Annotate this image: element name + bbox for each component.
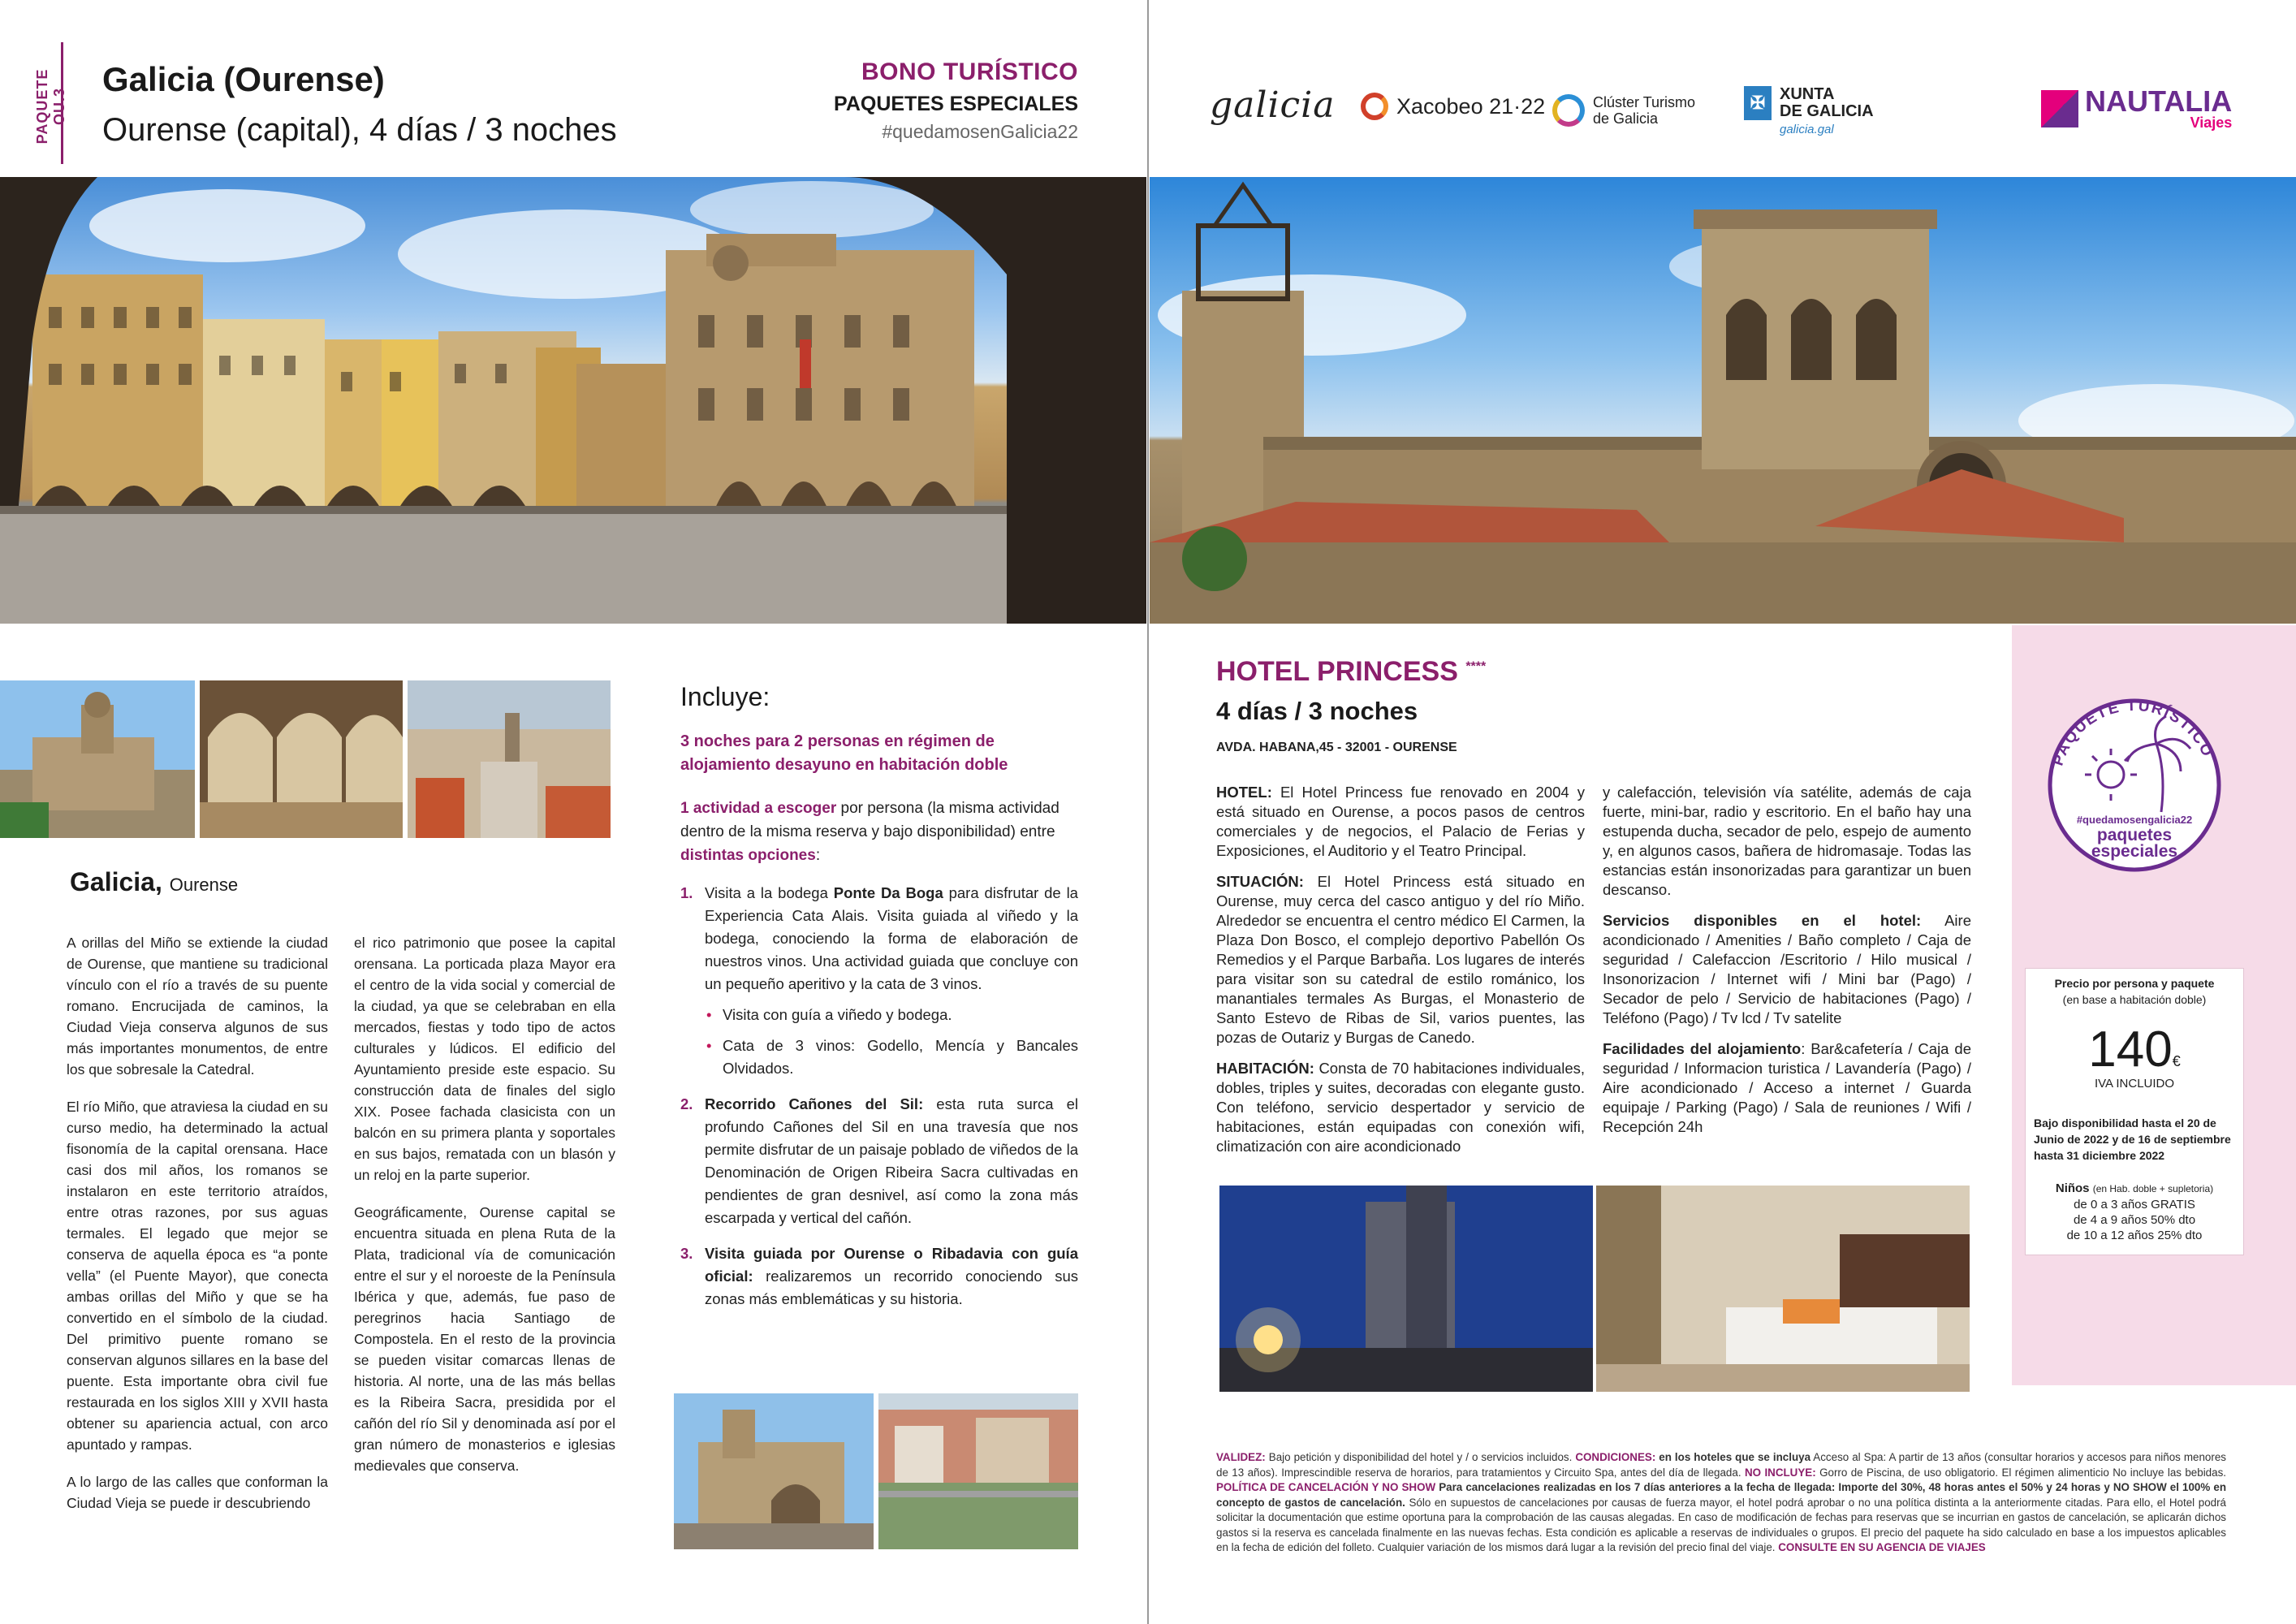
- intro-bold-2: distintas opciones: [680, 847, 816, 864]
- nautalia-mark-icon: [2041, 90, 2078, 127]
- intro-bold: 1 actividad a escoger: [680, 800, 837, 817]
- activity-option-2: [680, 1093, 1078, 1229]
- facilidades-paragraph: [1603, 1039, 1971, 1137]
- kids-line: de 0 a 3 años GRATIS: [2074, 1198, 2195, 1212]
- situacion-paragraph: [1216, 872, 1585, 1047]
- kids-pricing: [2025, 1181, 2244, 1243]
- bono-subtitle: PAQUETES ESPECIALES: [834, 93, 1078, 115]
- page-title: Galicia (Ourense): [102, 60, 385, 98]
- price-basis: (en base a habitación doble): [2062, 993, 2207, 1006]
- option-number: 2.: [680, 1095, 693, 1112]
- rooftops-thumb-photo: [408, 680, 611, 838]
- hotel-exterior-photo: [1219, 1186, 1593, 1392]
- xunta-shield-icon: ✠: [1744, 86, 1772, 120]
- hotel-stars: ****: [1465, 659, 1487, 674]
- terms-footnote: [1216, 1450, 2226, 1556]
- cluster-line-2: de Galicia: [1593, 110, 1659, 127]
- cluster-line-1: Clúster Turismo: [1593, 94, 1696, 110]
- seal-line-1: paquetes: [2096, 826, 2173, 844]
- xacobeo-logo: [1361, 93, 1545, 120]
- paragraph: el rico patrimonio que posee la capital orensana. La porticada plaza Mayor era el centro de la vida social y comercial de la ciudad, ya que se celebraban en ella mercados, fiestas y todo tipo de actos culturales y lúdicos. El edificio del Ayuntamiento preside este espacio. Su construcción data de finales del siglo XIX. Posee fachada clasicista con un balcón en su primera planta y soportales en sus bajos, rematada con un blasón y un reloj en la parte superior.: [354, 935, 615, 1183]
- label: HOTEL:: [1216, 784, 1272, 801]
- activity-options: [680, 882, 1078, 1311]
- activity-option-3: [680, 1242, 1078, 1311]
- plaza-mayor-photo: [0, 177, 1146, 624]
- page-divider: [1147, 0, 1149, 1624]
- availability-note: Bajo disponibilidad hasta el 20 de Junio de 2022 y de 16 de septiembre hasta 31 diciembre 2022: [2034, 1116, 2231, 1162]
- xunta-url: galicia.gal: [1780, 123, 1834, 136]
- text: El Hotel Princess está situado en Ourense, muy cerca del casco antiguo y del río Miño. Alrededor se encuentra el centro médico El Carmen, la Plaza Don Bosco, el complejo deportivo Pabellón Os Remedios y el Parque Barbaña. Los lugares de interés para visitar son su catedral de estilo románico, los manantiales termales As Burgas, el Monasterio de Santo Estevo de Ribas de Sil, varios puentes, las pozas de Outariz y Burgas de Canedo.: [1216, 873, 1585, 1046]
- politica-label: POLÍTICA DE CANCELACIÓN Y NO SHOW: [1216, 1481, 1436, 1493]
- kids-title: Niños: [2055, 1181, 2090, 1195]
- seal-arc-text: PAQUETE TURÍSTICO: [2049, 697, 2216, 768]
- incluye-intro: [680, 797, 1078, 867]
- politica-text: Sólo en supuestos de cancelaciones por causas de fuerza mayor, el hotel podrá aprobar o no una política distinta a la anteriormente citadas. Para ello, el Hotel podrá solicitar la documentación que estime oportuna para la comprobación de las causas alegadas. En caso de modificación de fechas para reservas que se incurrian en gastos de cancelación, se aplicarán dichos gastos si la reserva es cancelada finalmente en las nuevas fechas. Esta condición es aplicable a reservas de individuales o grupos. El precio del paquete ha sido calculado en base a los impuestos aplicables en la fecha de edición del folleto. Cualquier variación de los mismos dará lugar a la revisión del precio final del viaje.: [1216, 1496, 2226, 1553]
- intro-end: :: [815, 847, 821, 864]
- consulte-agencia: CONSULTE EN SU AGENCIA DE VIAJES: [1778, 1541, 1986, 1553]
- hotel-name-text: HOTEL PRINCESS: [1216, 656, 1458, 687]
- bullet-item: • Visita con guía a viñedo y bodega.: [705, 1004, 1078, 1026]
- hotel-room-photo: [1596, 1186, 1970, 1392]
- xacobeo-text: Xacobeo 21·22: [1396, 93, 1546, 119]
- church-thumb-photo: [674, 1393, 874, 1549]
- cathedral-illustration: [1150, 177, 2296, 624]
- hotel-address: AVDA. HABANA,45 - 32001 - OURENSE: [1216, 741, 1457, 754]
- seal-line-2: especiales: [2091, 842, 2178, 861]
- label: HABITACIÓN:: [1216, 1060, 1314, 1077]
- activity-option-1: [680, 882, 1078, 1080]
- galicia-logo: galicia: [1210, 84, 1336, 126]
- xacobeo-icon: [1361, 93, 1388, 120]
- paragraph: A orillas del Miño se extiende la ciudad de Ourense, que mantiene su tradicional vínculo con el río a través de su puente romano. Encrucijada de caminos, la Ciudad Vieja conserva algunos de sus más importantes monumentos, de entre los que sobresale la Catedral.: [67, 935, 328, 1078]
- kids-note: (en Hab. doble + supletoria): [2092, 1183, 2214, 1194]
- text: Aire acondicionado / Amenities / Baño completo / Caja de seguridad / Calefaccion /Escritorio / Hilo musical / Insonorizacion / Internet wifi / Mini bar (Pago) / Secador de pelo / Servicio de habitaciones (Pago) / Teléfono (Pago) / Tv lcd / Tv satelite: [1603, 912, 1971, 1026]
- room-continued-paragraph: y calefacción, televisión vía satélite, además de caja fuerte, mini-bar, radio y escritorio. En el baño hay una estupenda ducha, secador de pelo, espejo de aumento y, en algunos casos, bañera de hidromasaje. Todas las estancias están insonorizadas para garantizar un buen descanso.: [1603, 784, 1971, 898]
- nautalia-logo: [2041, 84, 2233, 131]
- hotel-duration: 4 días / 3 noches: [1216, 697, 1418, 725]
- hotel-text-column-2: [1603, 783, 1971, 1148]
- option-bold: Ponte Da Boga: [833, 884, 943, 901]
- paquete-turistico-seal: [2039, 690, 2229, 880]
- cloister-thumb-photo: [200, 680, 403, 838]
- nautalia-sub: Viajes: [2190, 114, 2233, 131]
- page-subtitle: Ourense (capital), 4 días / 3 noches: [102, 112, 617, 148]
- price-value: 140: [2088, 1021, 2173, 1078]
- incluye-title: Incluye:: [680, 682, 770, 711]
- paragraph: A lo largo de las calles que conforman la Ciudad Vieja se puede ir descubriendo: [67, 1474, 328, 1511]
- galicia-heading-main: Galicia,: [70, 867, 162, 896]
- bono-turistico-block: [737, 58, 1078, 143]
- option-bold: Visita guiada por Ourense o Ribadavia con guía oficial:: [705, 1245, 1078, 1285]
- label: SITUACIÓN:: [1216, 873, 1304, 890]
- text: Consta de 70 habitaciones individuales, dobles, triples y suites, decoradas con elegante gusto. Con teléfono, servicio despertador y servicio de habitaciones, están equipadas con conexión wifi, climatización con aire acondicionado: [1216, 1060, 1585, 1155]
- option-number: 3.: [680, 1245, 693, 1262]
- condiciones-label: CONDICIONES:: [1575, 1451, 1656, 1463]
- option-bullets: [705, 1004, 1078, 1080]
- kids-line: de 4 a 9 años 50% dto: [2073, 1213, 2196, 1227]
- label: Facilidades del alojamiento: [1603, 1040, 1802, 1057]
- bono-hashtag: #quedamosenGalicia22: [882, 121, 1078, 142]
- price-currency: €: [2172, 1053, 2181, 1069]
- text: El Hotel Princess fue renovado en 2004 y está situado en Ourense, a pocos pasos de centros comerciales y de negocios, el Palacio de Ferias y Exposiciones, el Auditorio y el Teatro Principal.: [1216, 784, 1585, 859]
- burgas-thumb-photo: [878, 1393, 1078, 1549]
- servicios-paragraph: [1603, 911, 1971, 1028]
- galicia-heading: [70, 867, 238, 897]
- package-code-tag: [34, 42, 67, 164]
- option-text-b: realizaremos un recorrido conociendo sus zonas más emblemáticas y su historia.: [705, 1268, 1078, 1307]
- text: : Bar&cafetería / Caja de seguridad / Informacion turistica / Lavandería (Pago) / Aire acondicionado / Acceso a internet / Guarda equipaje / Parking (Pago) / Sala de reuniones / Wifi / Recepción 24h: [1603, 1040, 1971, 1135]
- xunta-line-2: DE GALICIA: [1780, 102, 1874, 120]
- price-label: Precio por persona y paquete: [2054, 977, 2215, 990]
- package-code: PAQUETE OU.3: [34, 68, 67, 145]
- option-bold: Recorrido Cañones del Sil:: [705, 1095, 924, 1112]
- option-text-a: Visita a la bodega: [705, 884, 834, 901]
- incluye-highlight: 3 noches para 2 personas en régimen de alojamiento desayuno en habitación doble: [680, 732, 1008, 774]
- cluster-turismo-logo: [1552, 94, 1695, 127]
- cathedral-photo: [1150, 177, 2296, 624]
- galicia-text-column-2: [354, 932, 615, 1492]
- bono-title: BONO TURÍSTICO: [861, 58, 1078, 85]
- habitacion-paragraph: [1216, 1059, 1585, 1156]
- politica-bold: Para cancelaciones realizadas en los 7 días anteriores a la fecha de llegada: Importe del 30%, 48 horas antes el 50% y 24 horas y NO SHOW el 100% en concepto de gastos de cancelación.: [1216, 1481, 2226, 1509]
- hotel-name: [1216, 656, 1486, 688]
- seal-hashtag: #quedamosengalicia22: [2076, 814, 2193, 826]
- hotel-text-column-1: [1216, 783, 1585, 1168]
- option-number: 1.: [680, 884, 693, 901]
- intro-text: por persona (la misma actividad dentro de la misma reserva y bajo disponibilidad) entre: [680, 800, 1060, 840]
- cathedral-thumb-photo: [0, 680, 195, 838]
- cluster-spiral-icon: [1552, 94, 1585, 127]
- galicia-heading-sub: Ourense: [169, 875, 239, 895]
- kids-line: de 10 a 12 años 25% dto: [2066, 1229, 2203, 1242]
- no-incluye-label: NO INCLUYE:: [1744, 1466, 1816, 1479]
- price-amount: [2026, 1021, 2243, 1078]
- condiciones-bold: en los hoteles que se incluya: [1655, 1451, 1811, 1463]
- galicia-text-column-1: [67, 932, 328, 1530]
- paragraph: El río Miño, que atraviesa la ciudad en su curso medio, ha determinado la actual fisonomía de la capital orensana. Hace casi dos mil años, los romanos se instalaron en este territorio atraídos, entre otras razones, por sus aguas termales. El legado que mejor se conserva de aquella época es “a ponte vella” (el Puente Mayor), que conecta ambas orillas del Miño y que se ha convertido en el símbolo de la ciudad. Del primitivo puente romano se conservan algunos sillares en la base del puente. Esta importante obra civil fue restaurada en los siglos XIII y XVII hasta obtener su apariencia actual, con arco apuntado y rampas.: [67, 1099, 328, 1453]
- condiciones-text: Acceso al Spa: A partir de 13 años (consultar horarios y accesos para niños menores de 13 años). Imprescindible reserva de horarios, para tratamientos y Circuito Spa, antes del día de llegada.: [1216, 1451, 2226, 1479]
- paragraph: Geográficamente, Ourense capital se encuentra situada en plena Ruta de la Plata, tradicional vía de comunicación entre el sur y el noroeste de la Península Ibérica y que, además, fue paso de peregrinos hacia Santiago de Compostela. En el resto de la provincia se pueden visitar comarcas llenas de historia. Al norte, una de las más bellas es la Ribeira Sacra, presidida por el cañón del río Sil y denominada así por el gran número de monasterios e iglesias medievales que conserva.: [354, 1204, 615, 1474]
- xunta-logo: [1744, 86, 1874, 138]
- nautalia-name: NAUTALIA: [2085, 84, 2233, 118]
- option-text-b: para disfrutar de la Experiencia Cata Alais. Visita guiada al viñedo y la bodega, conociendo la forma de elaboración de nuestros vinos. Una actividad guiada que concluye con un pequeño aperitivo y la cata de 3 vinos.: [705, 884, 1078, 992]
- hotel-paragraph: [1216, 783, 1585, 861]
- xunta-line-1: XUNTA: [1780, 85, 1835, 103]
- no-incluye-text: Gorro de Piscina, de uso obligatorio. El régimen alimenticio No incluye las bebidas.: [1815, 1466, 2226, 1479]
- validez-label: VALIDEZ:: [1216, 1451, 1266, 1463]
- bullet-item: • Cata de 3 vinos: Godello, Mencía y Bancales Olvidados.: [705, 1034, 1078, 1080]
- option-text-b: esta ruta surca el profundo Cañones del Sil en una travesía que nos permite disfrutar de un paisaje poblado de viñedos de la Denominación de Origen Ribeira Sacra cultivadas en pendientes de gran desnivel, así como la zona más escarpada y vertical del cañón.: [705, 1095, 1079, 1226]
- incluye-section: [680, 682, 1078, 1324]
- plaza-mayor-illustration: [0, 177, 1146, 624]
- label: Servicios disponibles en el hotel:: [1603, 912, 1922, 929]
- validez-text: Bajo petición y disponibilidad del hotel y / o servicios incluidos.: [1265, 1451, 1576, 1463]
- iva-note: IVA INCLUIDO: [2094, 1077, 2175, 1091]
